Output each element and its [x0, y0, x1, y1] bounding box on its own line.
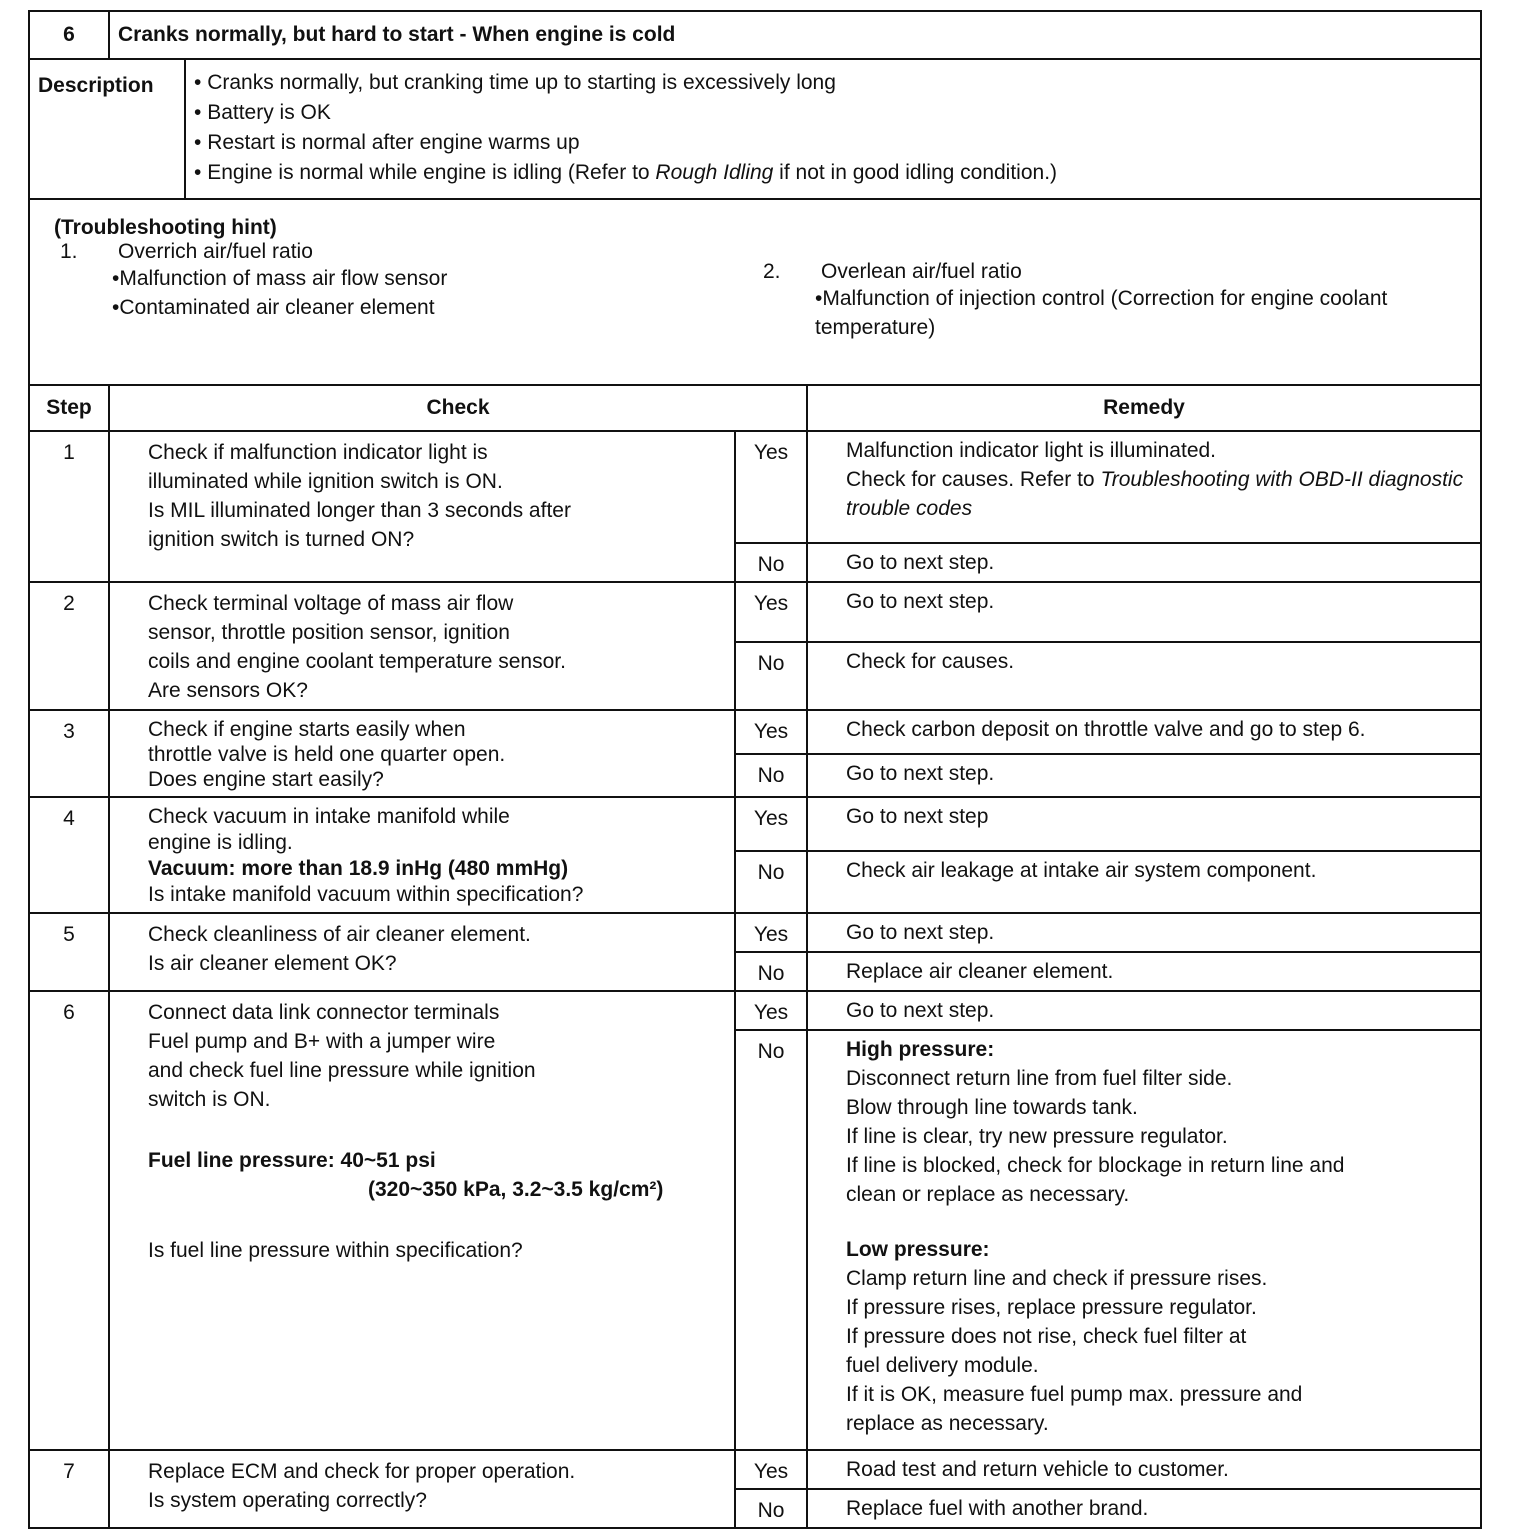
check-line: Is fuel line pressure within specification? — [148, 1239, 523, 1262]
header-table — [28, 10, 1482, 60]
hint-cause-2 — [757, 240, 1460, 342]
no-remedy: Go to next step. — [807, 754, 1481, 798]
step-number: 2 — [29, 582, 109, 710]
vacuum-spec: Vacuum: more than 18.9 inHg (480 mmHg) — [148, 857, 569, 880]
check-line: Check vacuum in intake manifold while — [148, 805, 510, 828]
hint-cause-1 — [54, 240, 757, 342]
remedy-line: Check for causes. Refer to — [846, 468, 1101, 491]
yes-label: Yes — [735, 913, 807, 952]
remedy-line: If pressure rises, replace pressure regulator. — [846, 1296, 1257, 1319]
description-item: • Cranks normally, but cranking time up to starting is excessively long — [194, 68, 1480, 98]
hint-number: 2. — [763, 260, 781, 283]
description-item: • Battery is OK — [194, 98, 1480, 128]
description-body — [185, 59, 1481, 199]
check-line: Check terminal voltage of mass air flow — [148, 592, 514, 615]
step-number: 4 — [29, 797, 109, 913]
yes-remedy: Road test and return vehicle to customer. — [807, 1450, 1481, 1489]
step-column-header: Step — [29, 385, 109, 431]
description-text: if not in good idling condition.) — [773, 161, 1058, 184]
yes-remedy: Go to next step. — [807, 913, 1481, 952]
yes-remedy: Go to next step — [807, 797, 1481, 851]
description-item: • Restart is normal after engine warms up — [194, 128, 1480, 158]
fuel-pressure-spec-metric: (320~350 kPa, 3.2~3.5 kg/cm²) — [368, 1178, 664, 1201]
yes-label: Yes — [735, 431, 807, 543]
check-line: sensor, throttle position sensor, ignition — [148, 621, 510, 644]
check-line: and check fuel line pressure while ignition — [148, 1059, 536, 1082]
check-line: switch is ON. — [148, 1088, 271, 1111]
remedy-column-header: Remedy — [807, 385, 1481, 431]
check-line: Is intake manifold vacuum within specification? — [148, 883, 584, 906]
check-line: throttle valve is held one quarter open. — [148, 743, 506, 766]
no-label: No — [735, 952, 807, 991]
step-check — [109, 431, 735, 582]
low-pressure-title: Low pressure: — [846, 1238, 990, 1261]
check-line: Check if engine starts easily when — [148, 718, 466, 741]
check-line: Check cleanliness of air cleaner element. — [148, 923, 531, 946]
remedy-line: If pressure does not rise, check fuel filter at — [846, 1325, 1247, 1348]
hint-cause-title: Overlean air/fuel ratio — [821, 260, 1022, 283]
check-line: Fuel pump and B+ with a jumper wire — [148, 1030, 496, 1053]
step-check — [109, 913, 735, 991]
troubleshooting-hint — [29, 199, 1481, 385]
step-check — [109, 582, 735, 710]
check-line: Connect data link connector terminals — [148, 1001, 500, 1024]
no-label: No — [735, 851, 807, 913]
no-label: No — [735, 642, 807, 710]
check-column-header: Check — [109, 385, 807, 431]
no-remedy — [807, 1030, 1481, 1450]
remedy-line: If it is OK, measure fuel pump max. pressure and — [846, 1383, 1303, 1406]
step-number: 1 — [29, 431, 109, 582]
no-remedy: Replace fuel with another brand. — [807, 1489, 1481, 1528]
no-label: No — [735, 1489, 807, 1528]
step-number: 5 — [29, 913, 109, 991]
check-line: Is air cleaner element OK? — [148, 952, 397, 975]
remedy-line: replace as necessary. — [846, 1412, 1049, 1435]
fuel-pressure-spec: Fuel line pressure: 40~51 psi — [148, 1149, 436, 1172]
check-line: Replace ECM and check for proper operation. — [148, 1460, 576, 1483]
description-label: Description — [29, 59, 185, 199]
hint-number: 1. — [60, 240, 78, 263]
yes-label: Yes — [735, 797, 807, 851]
rough-idling-reference: Rough Idling — [655, 161, 774, 184]
yes-remedy: Go to next step. — [807, 991, 1481, 1030]
check-line: illuminated while ignition switch is ON. — [148, 470, 503, 493]
remedy-line: Clamp return line and check if pressure rises. — [846, 1267, 1268, 1290]
yes-label: Yes — [735, 582, 807, 642]
yes-label: Yes — [735, 710, 807, 754]
no-label: No — [735, 1030, 807, 1450]
remedy-line: Blow through line towards tank. — [846, 1096, 1138, 1119]
no-label: No — [735, 543, 807, 582]
no-remedy: Replace air cleaner element. — [807, 952, 1481, 991]
steps-table — [28, 384, 1482, 1529]
hint-table — [28, 198, 1482, 386]
check-line: Is MIL illuminated longer than 3 seconds after — [148, 499, 571, 522]
check-line: ignition switch is turned ON? — [148, 528, 415, 551]
no-remedy: Go to next step. — [807, 543, 1481, 582]
hint-cause-title: Overrich air/fuel ratio — [118, 240, 313, 263]
check-line: Does engine start easily? — [148, 768, 384, 791]
step-check — [109, 710, 735, 797]
hint-sub-item: • Malfunction of injection control (Correction for engine coolant temperature) — [815, 284, 1460, 342]
remedy-line: Disconnect return line from fuel filter side. — [846, 1067, 1233, 1090]
step-check — [109, 1450, 735, 1528]
yes-remedy: Check carbon deposit on throttle valve and go to step 6. — [807, 710, 1481, 754]
description-item — [194, 158, 1480, 188]
no-label: No — [735, 754, 807, 798]
yes-remedy — [807, 431, 1481, 543]
remedy-line: Malfunction indicator light is illuminated. — [846, 439, 1217, 462]
hint-sub-item: • Contaminated air cleaner element — [112, 293, 757, 322]
yes-label: Yes — [735, 1450, 807, 1489]
check-line: Is system operating correctly? — [148, 1489, 427, 1512]
troubleshooting-document — [28, 10, 1482, 1529]
check-line: coils and engine coolant temperature sensor. — [148, 650, 566, 673]
obd-reference: Troubleshooting with OBD-II diagnostic trouble codes — [846, 468, 1464, 520]
remedy-line: If line is clear, try new pressure regulator. — [846, 1125, 1228, 1148]
check-line: Check if malfunction indicator light is — [148, 441, 488, 464]
hint-title: (Troubleshooting hint) — [54, 216, 277, 239]
remedy-line: clean or replace as necessary. — [846, 1183, 1130, 1206]
description-table — [28, 58, 1482, 200]
step-number: 3 — [29, 710, 109, 797]
yes-label: Yes — [735, 991, 807, 1030]
hint-sub-item: • Malfunction of mass air flow sensor — [112, 264, 757, 293]
no-remedy: Check for causes. — [807, 642, 1481, 710]
yes-remedy: Go to next step. — [807, 582, 1481, 642]
section-number: 6 — [29, 11, 109, 59]
section-title: Cranks normally, but hard to start - When engine is cold — [109, 11, 1481, 59]
check-line: Are sensors OK? — [148, 679, 308, 702]
no-remedy: Check air leakage at intake air system component. — [807, 851, 1481, 913]
step-check — [109, 797, 735, 913]
check-line: engine is idling. — [148, 831, 293, 854]
step-number: 7 — [29, 1450, 109, 1528]
remedy-line: If line is blocked, check for blockage in return line and — [846, 1154, 1345, 1177]
high-pressure-title: High pressure: — [846, 1038, 995, 1061]
remedy-line: fuel delivery module. — [846, 1354, 1039, 1377]
step-check — [109, 991, 735, 1450]
description-text: Engine is normal while engine is idling (Refer to — [207, 161, 656, 184]
step-number: 6 — [29, 991, 109, 1450]
